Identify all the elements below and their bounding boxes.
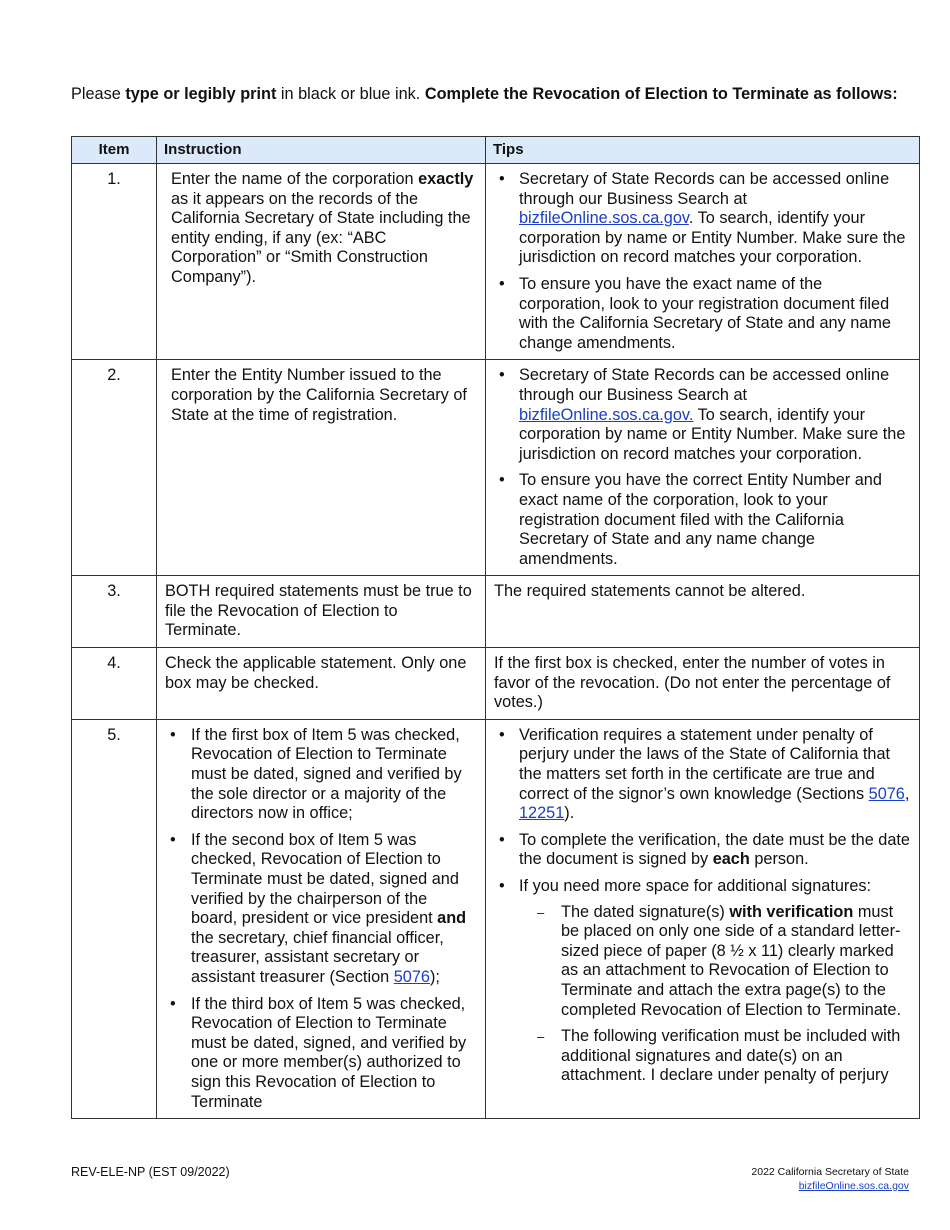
header-instruction: Instruction — [157, 137, 486, 164]
instruction-cell: Check the applicable statement. Only one box may be checked. — [157, 648, 486, 720]
footer-site-link[interactable]: bizfileOnline.sos.ca.gov — [798, 1180, 909, 1192]
instruction-cell — [157, 719, 486, 1118]
section-5076-link[interactable]: 5076 — [868, 784, 905, 803]
instruction-cell: BOTH required statements must be true to file the Revocation of Election to Terminate. — [157, 576, 486, 648]
instructions-table — [71, 136, 920, 1119]
tip-bullet: • Secretary of State Records can be accessed online through our Business Search at bizfileOnline.sos.ca.gov. To search, identify your corporation by name or Entity Number. Make sure the jurisdiction on record matches your corporation. — [494, 170, 911, 268]
intro-bold-text: type or legibly print — [125, 85, 277, 103]
tip-subitem: – The following verification must be included with additional signatures and date(s) on an attachment. I declare under penalty of perjury — [519, 1027, 911, 1086]
item-number: 3. — [72, 576, 157, 648]
tips-cell: The required statements cannot be altered. — [486, 576, 920, 648]
table-row — [72, 576, 920, 648]
table-row — [72, 648, 920, 720]
tip-bullet: • To ensure you have the exact name of the corporation, look to your registration document filed with the California Secretary of State and any name change amendments. — [494, 275, 911, 353]
intro-text: Please — [71, 85, 126, 103]
item-number: 1. — [72, 164, 157, 360]
table-row — [72, 719, 920, 1118]
instruction-bullet: • If the second box of Item 5 was checked, Revocation of Election to Terminate must be dated, signed and verified by the chairperson of the board, president or vice president and the secretary, chief financial officer, treasurer, assistant secretary or assistant treasurer (Section 5076); — [165, 831, 477, 988]
tip-bullet: • Secretary of State Records can be accessed online through our Business Search at bizfileOnline.sos.ca.gov. To search, identify your corporation by name or Entity Number. Make sure the jurisdiction on record matches your corporation. — [494, 366, 911, 464]
section-5076-link[interactable]: 5076 — [393, 967, 430, 986]
intro-heading: Complete the Revocation of Election to Terminate as follows: — [424, 85, 898, 103]
tip-bullet: • To ensure you have the correct Entity Number and exact name of the corporation, look to your registration document filed with the California Secretary of State and any name change amendments. — [494, 471, 911, 569]
header-item: Item — [72, 137, 157, 164]
table-header-row — [72, 137, 920, 164]
intro-text: in black or blue ink. — [276, 85, 425, 103]
form-id: REV-ELE-NP (EST 09/2022) — [71, 1165, 230, 1179]
tip-bullet: • Verification requires a statement under penalty of perjury under the laws of the State of California that the matters set forth in the certificate are true and correct of the signor’s own knowledge (Sections 5076, 12251). — [494, 726, 911, 824]
copyright-text: 2022 California Secretary of State — [751, 1166, 909, 1178]
table-row — [72, 360, 920, 576]
tips-cell — [486, 164, 920, 360]
footer-right — [751, 1165, 909, 1193]
header-tips: Tips — [486, 137, 920, 164]
instruction-bullet: • If the third box of Item 5 was checked, Revocation of Election to Terminate must be dated, signed, and verified by one or more member(s) authorized to sign this Revocation of Election to Terminate — [165, 995, 477, 1113]
item-number: 5. — [72, 719, 157, 1118]
tip-subitem: – The dated signature(s) with verification must be placed on only one side of a standard letter-sized piece of paper (8 ½ x 11) clearly marked as an attachment to Revocation of Election to Terminate and attach the extra page(s) to the completed Revocation of Election to Terminate. — [519, 903, 911, 1021]
item-number: 4. — [72, 648, 157, 720]
intro-instructions — [71, 85, 901, 105]
instruction-bullet: • If the first box of Item 5 was checked, Revocation of Election to Terminate must be dated, signed and verified by the sole director or a majority of the directors now in office; — [165, 726, 477, 824]
table-row — [72, 164, 920, 360]
tip-bullet: • To complete the verification, the date must be the date the document is signed by each person. — [494, 831, 911, 870]
bizfile-link[interactable]: bizfileOnline.sos.ca.gov — [519, 209, 689, 228]
tips-cell — [486, 719, 920, 1118]
bizfile-link[interactable]: bizfileOnline.sos.ca.gov. — [519, 405, 694, 424]
tip-bullet: • If you need more space for additional signatures: – The dated signature(s) with verification must be placed on only one side of a standard letter-sized piece of paper (8 ½ x 11) clearly marked as an attachment to Revocation of Election to Terminate and attach the extra page(s) to the completed Revocation of Election to Terminate. – The following verification must be included with additional signatures and date(s) on an attachment. I declare under penalty of perjury — [494, 877, 911, 1086]
section-12251-link[interactable]: 12251 — [519, 804, 565, 823]
tips-cell — [486, 360, 920, 576]
instruction-cell: Enter the name of the corporation exactly as it appears on the records of the California Secretary of State including the entity ending, if any (ex: “ABC Corporation” or “Smith Construction Company”). — [157, 164, 486, 360]
tips-cell: If the first box is checked, enter the number of votes in favor of the revocation. (Do not enter the percentage of votes.) — [486, 648, 920, 720]
instruction-cell: Enter the Entity Number issued to the corporation by the California Secretary of State at the time of registration. — [157, 360, 486, 576]
item-number: 2. — [72, 360, 157, 576]
